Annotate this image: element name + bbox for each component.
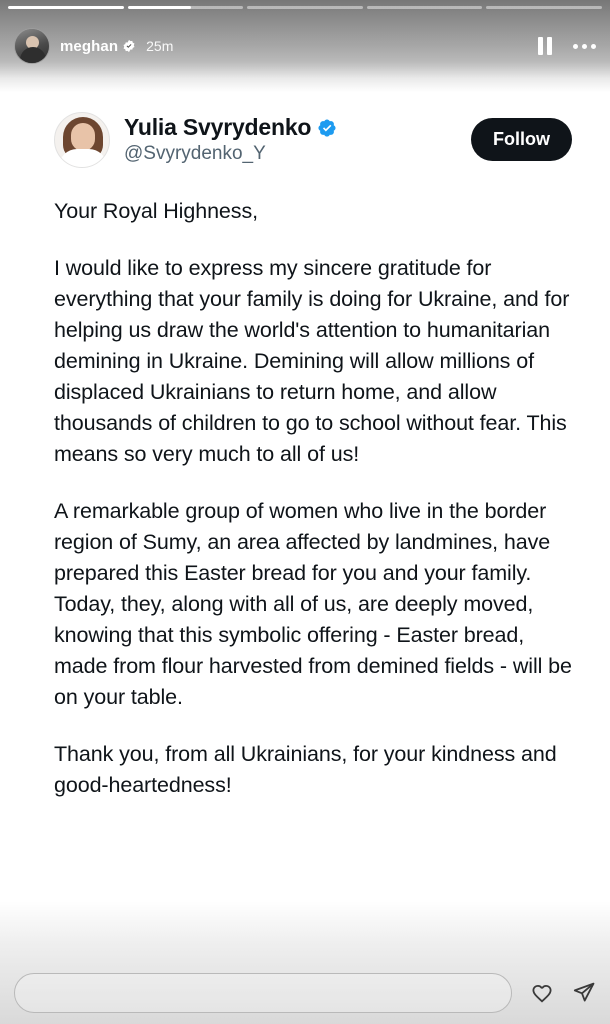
story-actions — [530, 981, 596, 1005]
progress-segment[interactable] — [247, 6, 363, 9]
tweet-text — [54, 196, 572, 801]
progress-segment[interactable] — [486, 6, 602, 9]
tweet-paragraph: I would like to express my sincere gratitude for everything that your family is doing for Ukraine, and for helping us draw the world's attention to humanitarian demining in Ukraine. Demining will allow millions of displaced Ukrainians to return home, and allow thousands of children to go to school without fear. This means so very much to all of us! — [54, 256, 570, 466]
tweet-paragraph: Thank you, from all Ukrainians, for your kindness and good-heartedness! — [54, 742, 557, 797]
share-icon[interactable] — [572, 981, 596, 1005]
tweet-author-block — [124, 112, 337, 165]
story-header-actions — [538, 37, 596, 55]
progress-segment[interactable] — [367, 6, 483, 9]
tweet-paragraph: A remarkable group of women who live in the border region of Sumy, an area affected by landmines, have prepared this Easter bread for you and your family. Today, they, along with all of us, are deeply moved, knowing that this symbolic offering - Easter bread, made from flour harvested from demined fields - will be on your table. — [54, 499, 572, 709]
tweet-paragraph: Your Royal Highness, — [54, 199, 258, 223]
progress-segment[interactable] — [8, 6, 124, 9]
tweet-card — [54, 112, 572, 801]
more-options-icon[interactable] — [573, 44, 596, 49]
twitter-verified-icon — [317, 118, 337, 138]
heart-icon[interactable] — [530, 981, 554, 1005]
story-header — [0, 0, 610, 78]
profile-avatar[interactable] — [54, 112, 110, 168]
reply-input[interactable] — [14, 973, 512, 1013]
follow-button[interactable]: Follow — [471, 118, 572, 161]
tweet-display-name: Yulia Svyrydenko — [124, 114, 312, 140]
tweet-handle: @Svyrydenko_Y — [124, 143, 266, 164]
progress-segment-active[interactable] — [128, 6, 244, 9]
story-progress-bars — [8, 6, 602, 9]
pause-icon[interactable] — [538, 37, 553, 55]
story-timestamp: 25m — [146, 38, 174, 54]
avatar[interactable] — [14, 28, 50, 64]
verified-badge-icon — [122, 39, 136, 53]
tweet-header — [54, 112, 572, 168]
story-username[interactable]: meghan — [60, 37, 119, 55]
story-bottom-bar — [0, 962, 610, 1024]
